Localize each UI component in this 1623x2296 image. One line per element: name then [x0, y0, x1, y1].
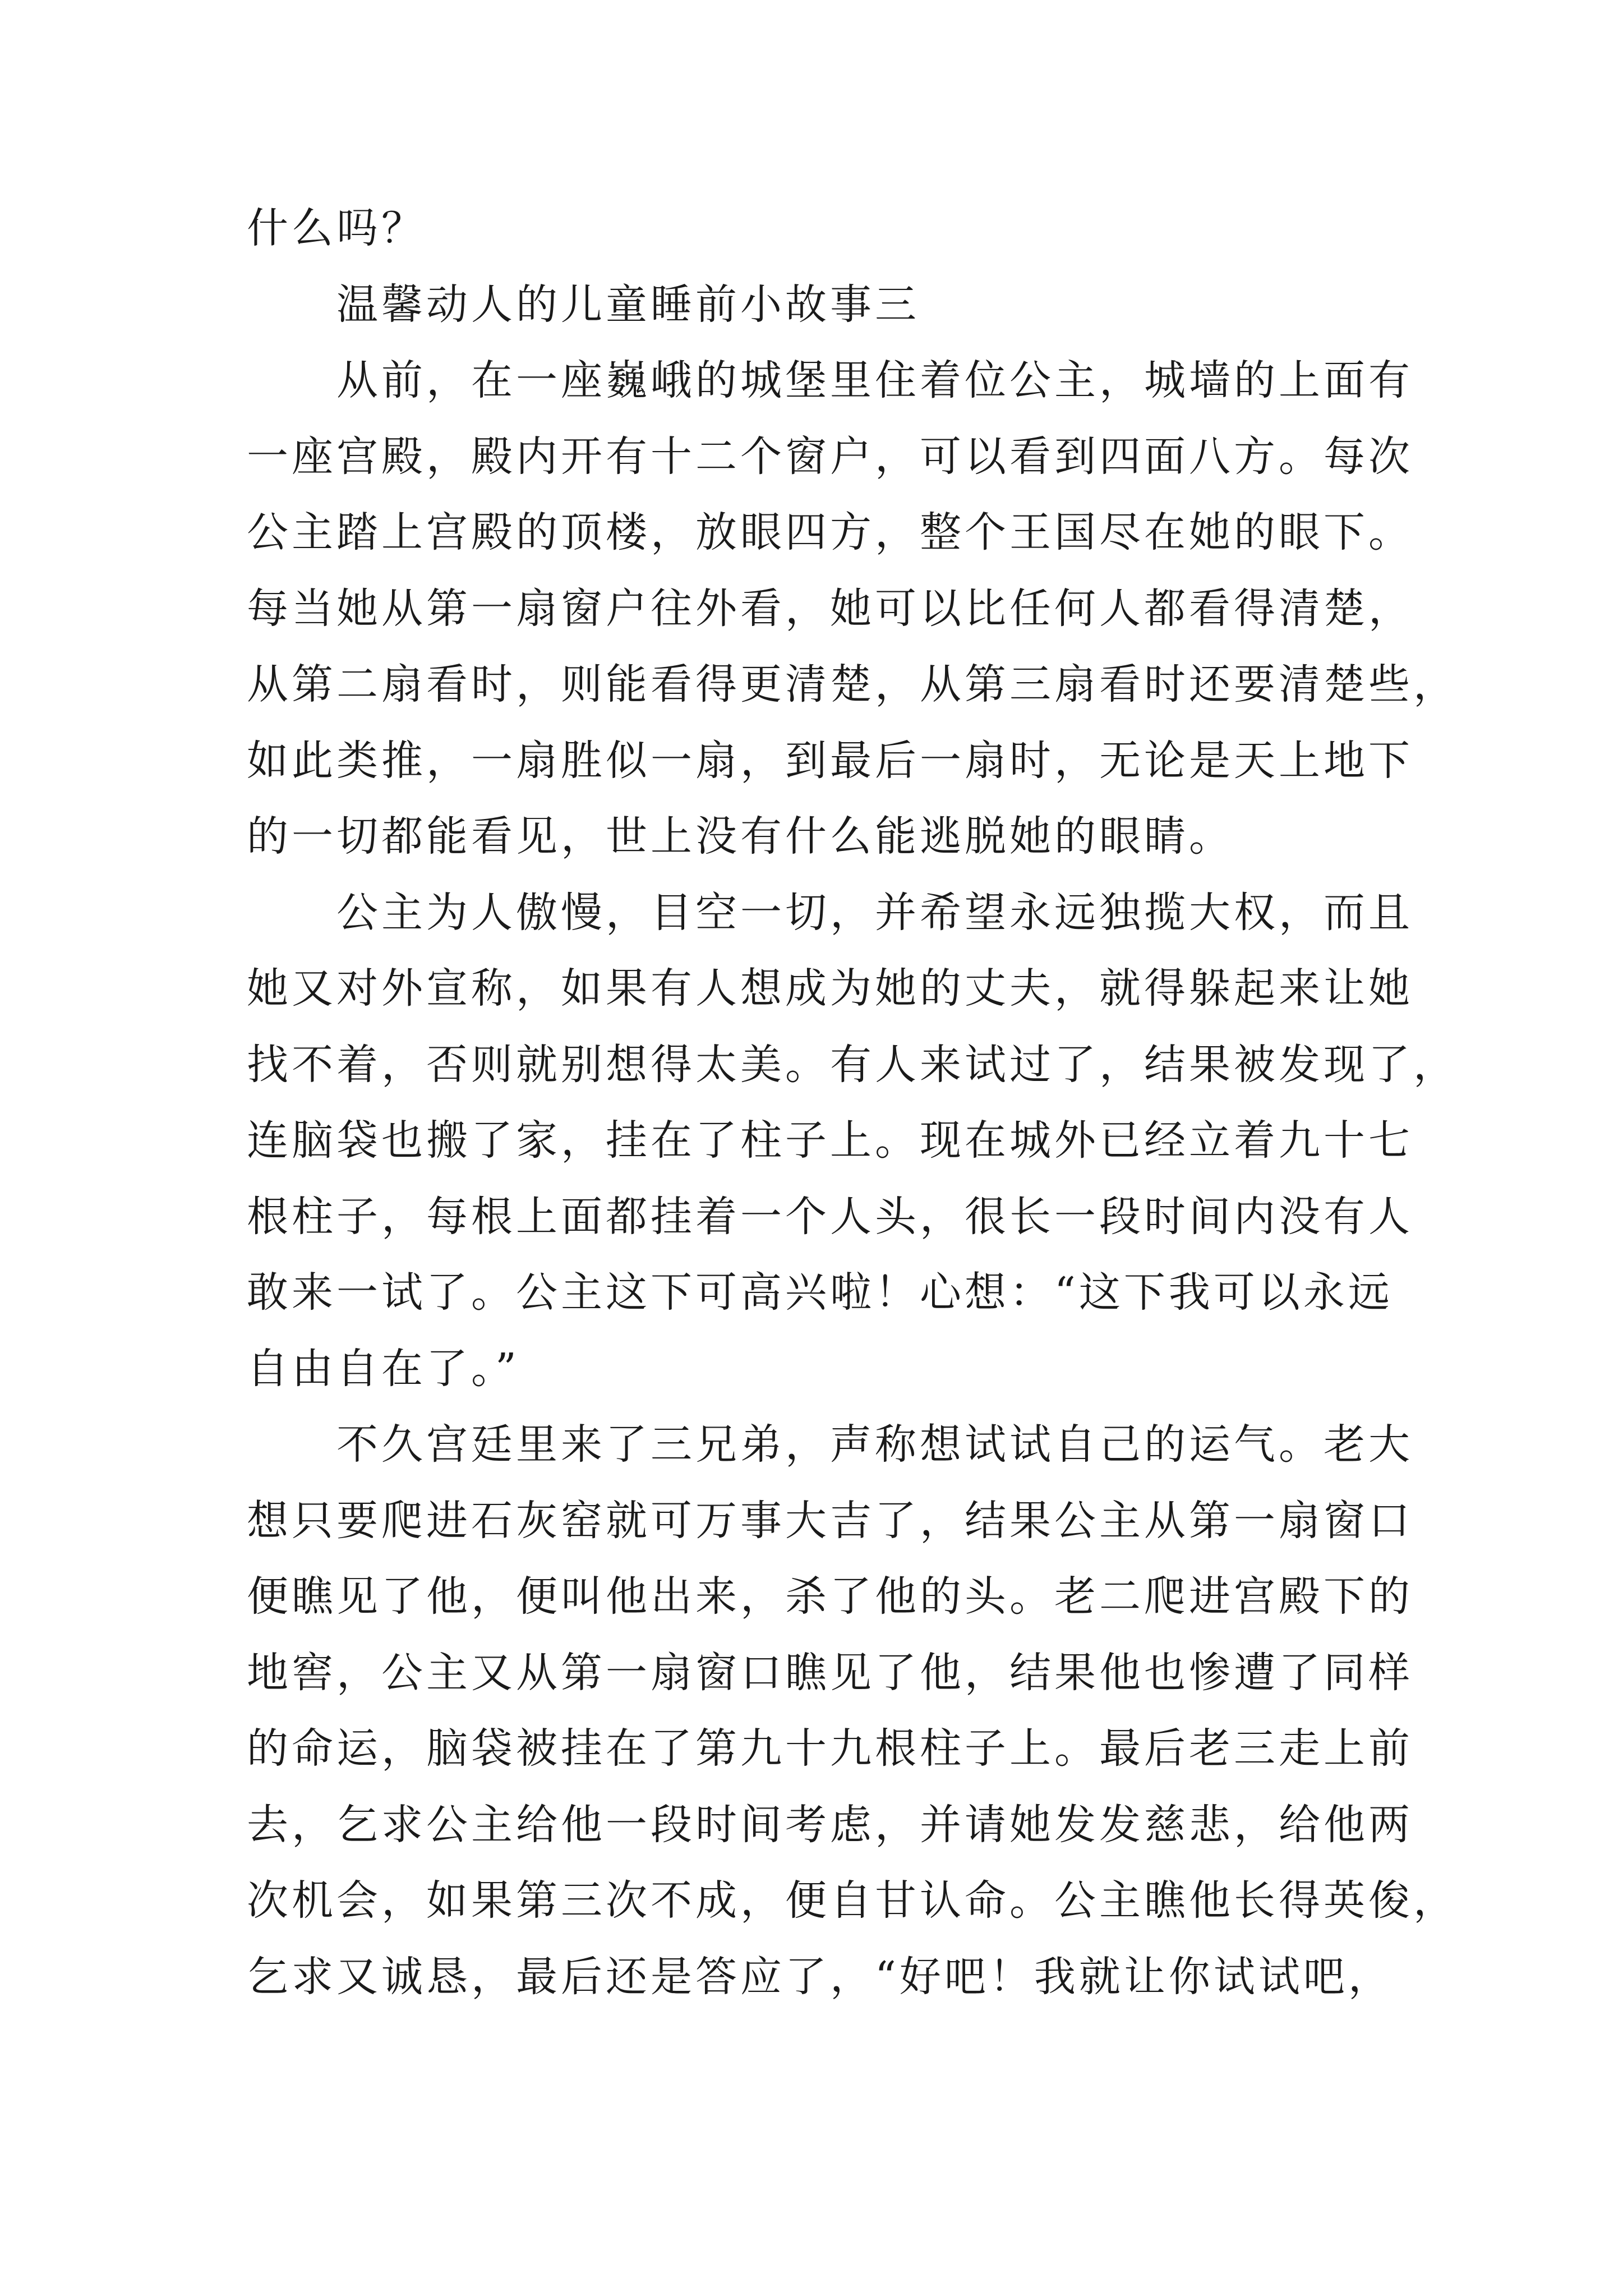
text-line: 公主踏上宫殿的顶楼，放眼四方，整个王国尽在她的眼下。 — [247, 508, 1413, 556]
text-line: 如此类推，一扇胜似一扇，到最后一扇时，无论是天上地下 — [247, 736, 1413, 785]
text-line: 的一切都能看见，世上没有什么能逃脱她的眼睛。 — [247, 812, 1234, 861]
text-line: 从前，在一座巍峨的城堡里住着位公主，城墙的上面有 — [336, 356, 1413, 404]
text-line: 的命运，脑袋被挂在了第九十九根柱子上。最后老三走上前 — [247, 1724, 1413, 1773]
text-line: 次机会，如果第三次不成，便自甘认命。公主瞧他长得英俊， — [247, 1876, 1458, 1925]
text-line: 什么吗？ — [247, 204, 426, 252]
text-line: 地窖，公主又从第一扇窗口瞧见了他，结果他也惨遭了同样 — [247, 1648, 1413, 1697]
text-line: 不久宫廷里来了三兄弟，声称想试试自己的运气。老大 — [336, 1420, 1413, 1469]
text-line: 连脑袋也搬了家，挂在了柱子上。现在城外已经立着九十七 — [247, 1116, 1413, 1165]
text-line: 去，乞求公主给他一段时间考虑，并请她发发慈悲，给他两 — [247, 1800, 1413, 1849]
text-line: 乞求又诚恳，最后还是答应了，“好吧！我就让你试试吧， — [247, 1952, 1393, 2001]
text-line: 从第二扇看时，则能看得更清楚，从第三扇看时还要清楚些， — [247, 660, 1458, 708]
text-line: 找不着，否则就别想得太美。有人来试过了，结果被发现了， — [247, 1040, 1458, 1089]
story-text — [247, 191, 1458, 2015]
text-line: 温馨动人的儿童睡前小故事三 — [336, 280, 920, 329]
text-line: 公主为人傲慢，目空一切，并希望永远独揽大权，而且 — [336, 888, 1413, 937]
text-line: 敢来一试了。公主这下可高兴啦！心想：“这下我可以永远 — [247, 1268, 1393, 1317]
text-line: 她又对外宣称，如果有人想成为她的丈夫，就得躲起来让她 — [247, 964, 1413, 1013]
text-line: 便瞧见了他，便叫他出来，杀了他的头。老二爬进宫殿下的 — [247, 1572, 1413, 1621]
text-line: 想只要爬进石灰窑就可万事大吉了，结果公主从第一扇窗口 — [247, 1496, 1413, 1545]
text-line: 根柱子，每根上面都挂着一个人头，很长一段时间内没有人 — [247, 1192, 1413, 1241]
text-line: 每当她从第一扇窗户往外看，她可以比任何人都看得清楚， — [247, 584, 1413, 633]
text-line: 自由自在了。” — [247, 1344, 520, 1393]
text-line: 一座宫殿，殿内开有十二个窗户，可以看到四面八方。每次 — [247, 432, 1413, 481]
